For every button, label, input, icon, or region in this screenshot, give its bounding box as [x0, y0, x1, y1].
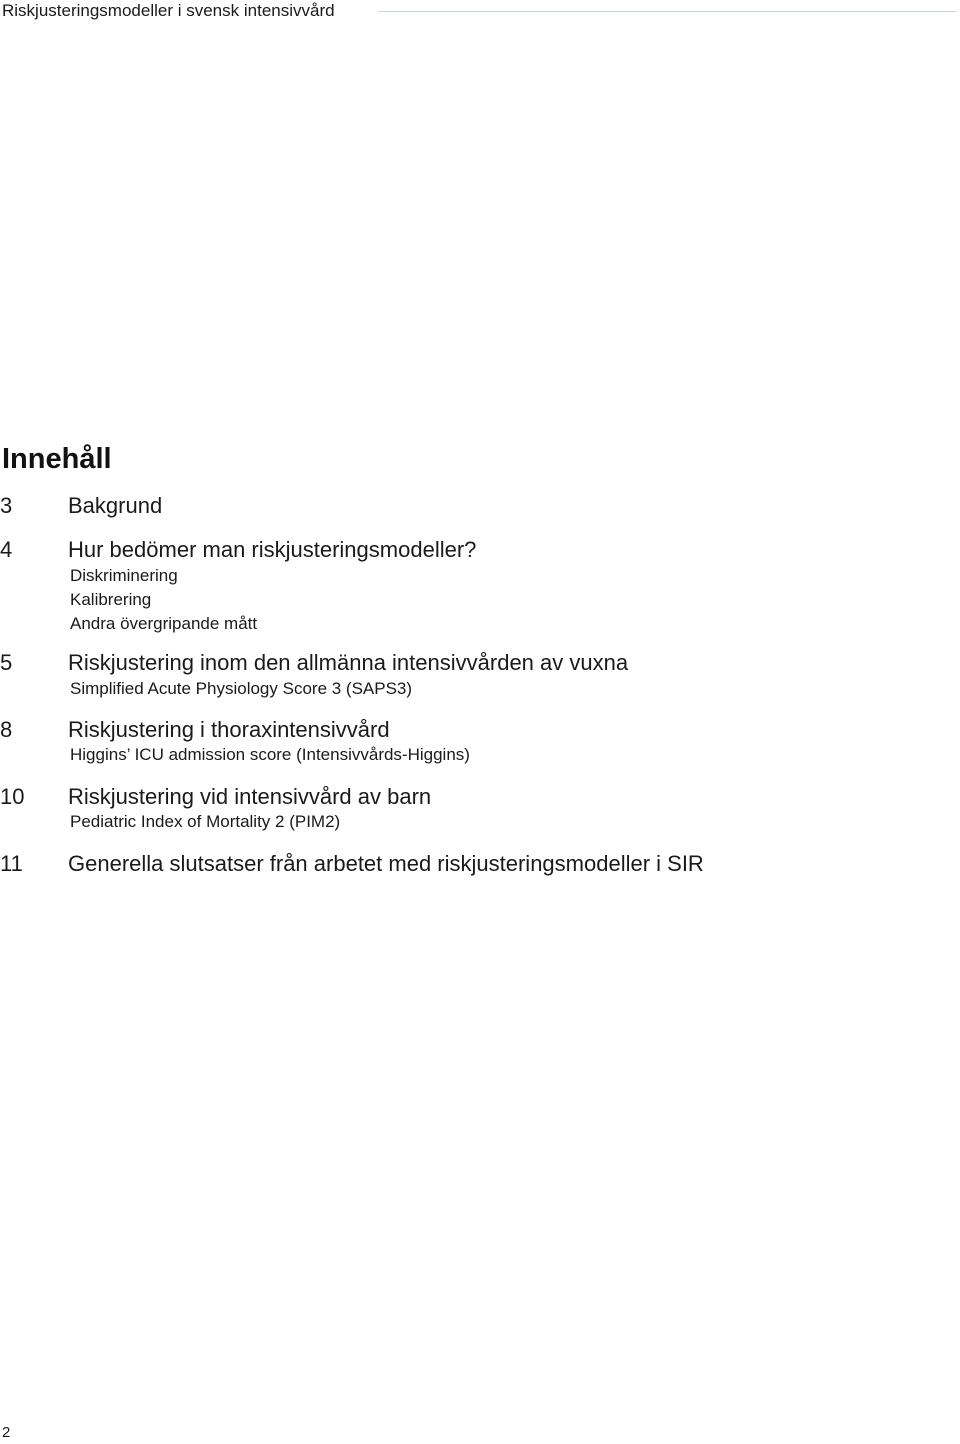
toc-subentry[interactable]: Kalibrering [70, 590, 152, 609]
page-number: 2 [2, 1424, 11, 1441]
toc-entry-page: 4 [0, 537, 13, 562]
toc-subentry[interactable]: Higgins’ ICU admission score (Intensivvårds-Higgins) [70, 745, 470, 764]
toc-entry-title[interactable]: Riskjustering vid intensivvård av barn [68, 784, 432, 809]
toc-entry-title[interactable]: Bakgrund [68, 493, 163, 518]
toc-subentry[interactable]: Simplified Acute Physiology Score 3 (SAPS3) [70, 679, 413, 698]
toc-entry-page: 8 [0, 717, 13, 742]
toc-entry-title[interactable]: Riskjustering i thoraxintensivvård [68, 717, 390, 742]
running-header [0, 0, 960, 24]
toc-entry-page: 10 [0, 784, 25, 809]
toc-entry-page: 3 [0, 493, 13, 518]
running-header-title: Riskjusteringsmodeller i svensk intensivvård [2, 1, 335, 20]
toc-subentry[interactable]: Diskriminering [70, 566, 178, 585]
toc-entry-page: 11 [0, 851, 23, 876]
header-rule [378, 11, 956, 12]
toc-entry-title[interactable]: Hur bedömer man riskjusteringsmodeller? [68, 537, 477, 562]
toc-heading: Innehåll [2, 443, 112, 475]
toc-entry-page: 5 [0, 650, 13, 675]
toc-entry-title[interactable]: Generella slutsatser från arbetet med riskjusteringsmodeller i SIR [68, 851, 704, 876]
toc-subentry[interactable]: Andra övergripande mått [70, 614, 258, 633]
toc-subentry[interactable]: Pediatric Index of Mortality 2 (PIM2) [70, 812, 341, 831]
toc-entry-title[interactable]: Riskjustering inom den allmänna intensivvården av vuxna [68, 650, 629, 675]
